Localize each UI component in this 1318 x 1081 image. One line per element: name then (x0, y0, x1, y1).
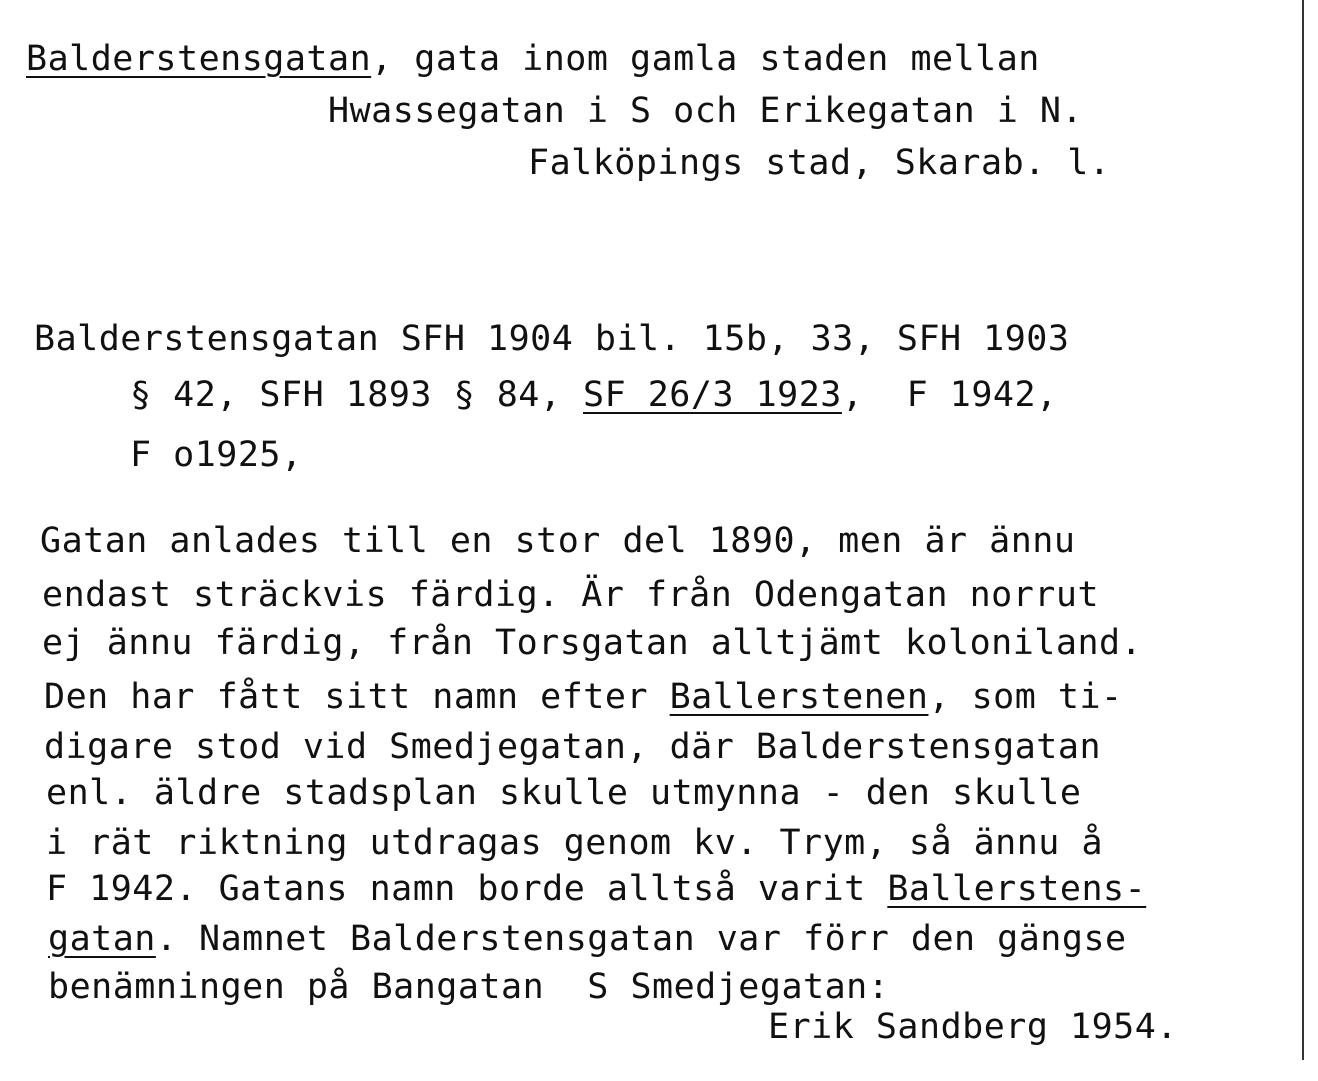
sources-line-2-a: § 42, SFH 1893 § 84, (130, 375, 584, 415)
header-line-1 (26, 38, 1040, 80)
header-line-1-rest: , gata inom gamla staden mellan (371, 39, 1040, 79)
body-line-6: enl. äldre stadsplan skulle utmynna - den skulle (46, 773, 1082, 813)
sources-line-2-b: , F 1942, (841, 375, 1058, 415)
body-line-2: endast sträckvis färdig. Är från Odengatan norrut (42, 575, 1100, 615)
body-line-7: i rät riktning utdragas genom kv. Trym, så ännu å (46, 823, 1104, 863)
card-edge-line (1302, 0, 1304, 1060)
body-line-4-a: Den har fått sitt namn efter (44, 677, 670, 717)
body-line-3: ej ännu färdig, från Torsgatan alltjämt koloniland. (42, 623, 1143, 663)
body-line-4 (44, 676, 1123, 718)
body-line-10: benämningen på Bangatan S Smedjegatan: (48, 967, 890, 1007)
body-line-4-b: , som ti- (928, 677, 1123, 717)
header-line-2: Hwassegatan i S och Erikegatan i N. (328, 91, 1084, 131)
header-line-3: Falköpings stad, Skarab. l. (528, 143, 1111, 183)
body-line-8-underlined: Ballerstens- (887, 869, 1147, 909)
body-line-8-a: F 1942. Gatans namn borde alltså varit (46, 869, 888, 909)
header-term: Balderstensgatan (26, 39, 372, 79)
body-line-8 (46, 868, 1146, 910)
sources-line-1: Balderstensgatan SFH 1904 bil. 15b, 33, SFH 1903 (34, 319, 1070, 359)
body-line-9-underlined: gatan (48, 919, 156, 959)
signature: Erik Sandberg 1954. (768, 1007, 1178, 1047)
body-line-1: Gatan anlades till en stor del 1890, men är ännu (40, 521, 1076, 561)
sources-line-2 (130, 374, 1058, 416)
sources-line-3: F o1925, (130, 435, 303, 475)
body-line-9 (48, 918, 1127, 960)
body-line-5: digare stod vid Smedjegatan, där Balderstensgatan (44, 727, 1102, 767)
body-line-9-b: . Namnet Balderstensgatan var förr den gängse (155, 919, 1127, 959)
sources-line-2-underlined: SF 26/3 1923 (583, 375, 842, 415)
body-line-4-underlined: Ballerstenen (669, 677, 929, 717)
